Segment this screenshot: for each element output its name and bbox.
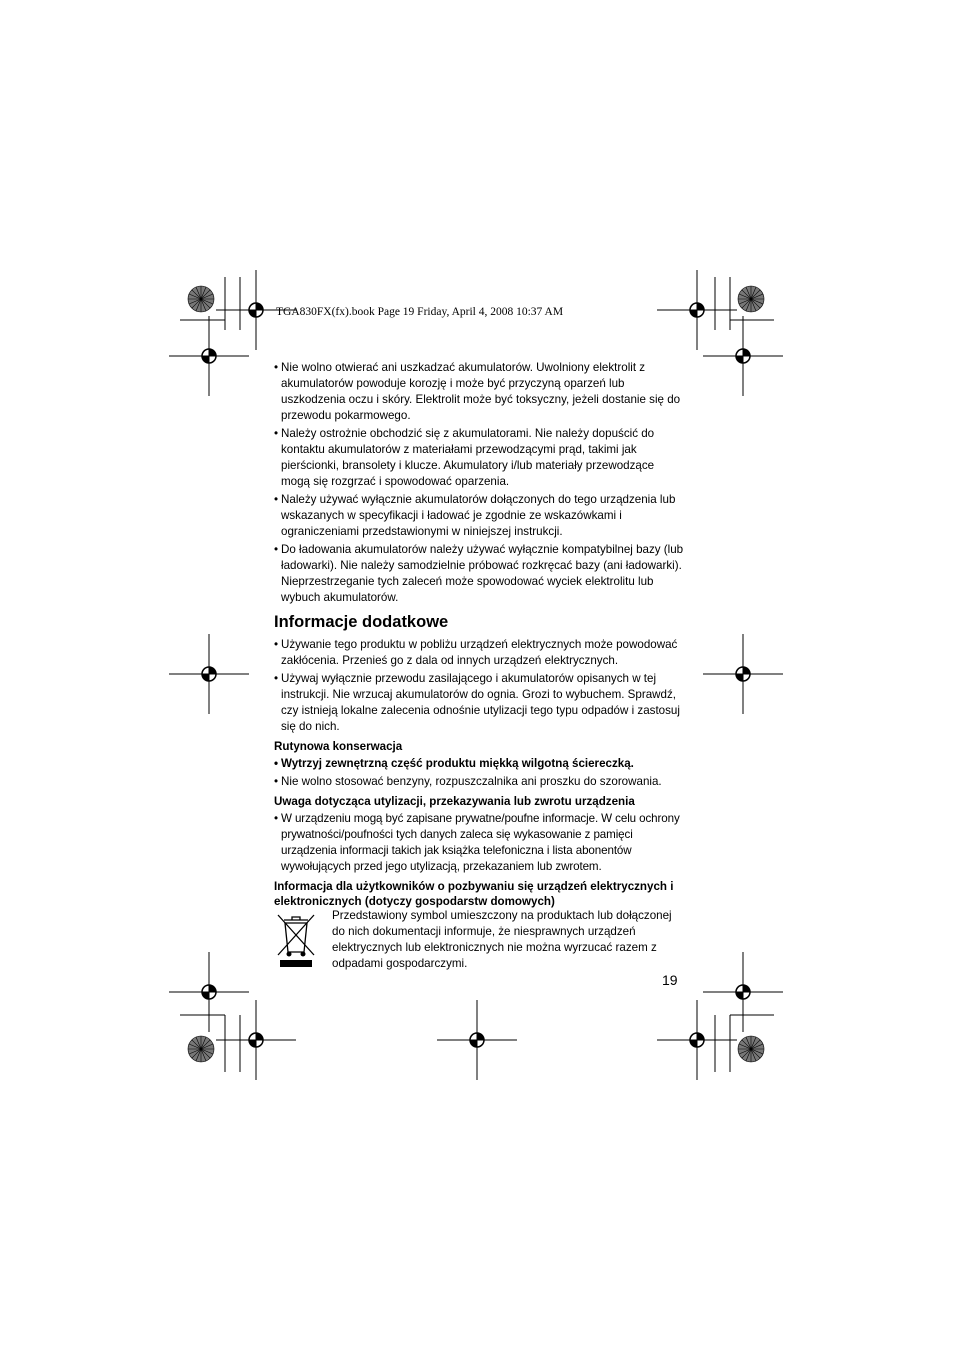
battery-warning-2: • Należy ostrożnie obchodzić się z akumulatorami. Nie należy dopuścić do kontaktu akumulatorów z materiałami przewodzącymi prąd, takimi jak pierścionki, bransolety i klucze. Akumulatory i/lub materiały przewodzące mogą się rozgrzać i spowodować oparzenia. xyxy=(274,426,684,490)
weee-text: Przedstawiony symbol umieszczony na produktach lub dołączonej do nich dokumentacji informuje, że niesprawnych urządzeń elektrycznych lub elektronicznych nie można wyrzucać razem z odpadami gospodarczymi. xyxy=(332,909,672,970)
disposal-bullet: • W urządzeniu mogą być zapisane prywatne/poufne informacje. W celu ochrony prywatności/poufności tych danych zaleca się wykasowanie z pamięci urządzenia informacji takich jak książka telefoniczna i lista abonentów wywołujących przed jego utylizacją, przekazaniem lub zwrotem. xyxy=(274,811,684,875)
page-content xyxy=(274,360,684,977)
disposal-heading: Uwaga dotycząca utylizacji, przekazywania lub zwrotu urządzenia xyxy=(274,795,635,808)
print-slug: TGA830FX(fx).book Page 19 Friday, April 4, 2008 10:37 AM xyxy=(276,306,564,318)
battery-warning-1: • Nie wolno otwierać ani uszkadzać akumulatorów. Uwolniony elektrolit z akumulatorów powoduje korozję i może być przyczyną oparzeń lub uszkodzenia oczu i skóry. Elektrolit może być toksyczny, jeżeli dostanie się do przewodu pokarmowego. xyxy=(274,360,684,424)
info-bullet-1: • Używanie tego produktu w pobliżu urządzeń elektrycznych może powodować zakłócenia. Przenieś go z dala od innych urządzeń elektrycznych. xyxy=(274,637,684,669)
maintenance-heading: Rutynowa konserwacja xyxy=(274,740,403,753)
page-number: 19 xyxy=(662,972,678,988)
battery-warning-3: • Należy używać wyłącznie akumulatorów dołączonych do tego urządzenia lub wskazanych w specyfikacji i ładować je zgodnie ze wskazówkami i ograniczeniami przedstawionymi w niniejszej instrukcji. xyxy=(274,492,684,540)
maintenance-bullet-bold: • Wytrzyj zewnętrzną część produktu miękką wilgotną ściereczką. xyxy=(274,756,684,772)
battery-warning-4: • Do ładowania akumulatorów należy używać wyłącznie kompatybilnej bazy (lub ładowarki). Nie należy samodzielnie próbować rozkręcać bazy (ani ładowarki). Nieprzestrzeganie tych zaleceń może spowodować wyciek elektrolitu lub wybuch akumulatorów. xyxy=(274,542,684,606)
maintenance-bullet: • Nie wolno stosować benzyny, rozpuszczalnika ani proszku do szorowania. xyxy=(274,774,684,790)
weee-block xyxy=(274,908,684,977)
section-title: Informacje dodatkowe xyxy=(274,613,449,631)
weee-bin-icon xyxy=(274,908,332,977)
weee-heading: Informacja dla użytkowników o pozbywaniu się urządzeń elektrycznych i elektronicznych (dotyczy gospodarstw domowych) xyxy=(274,880,674,908)
info-bullet-2: • Używaj wyłącznie przewodu zasilającego i akumulatorów opisanych w tej instrukcji. Nie wrzucaj akumulatorów do ognia. Grozi to wybuchem. Sprawdź, czy istnieją lokalne zalecenia odnośnie utylizacji tego typu odpadów i zastosuj się do nich. xyxy=(274,671,684,735)
